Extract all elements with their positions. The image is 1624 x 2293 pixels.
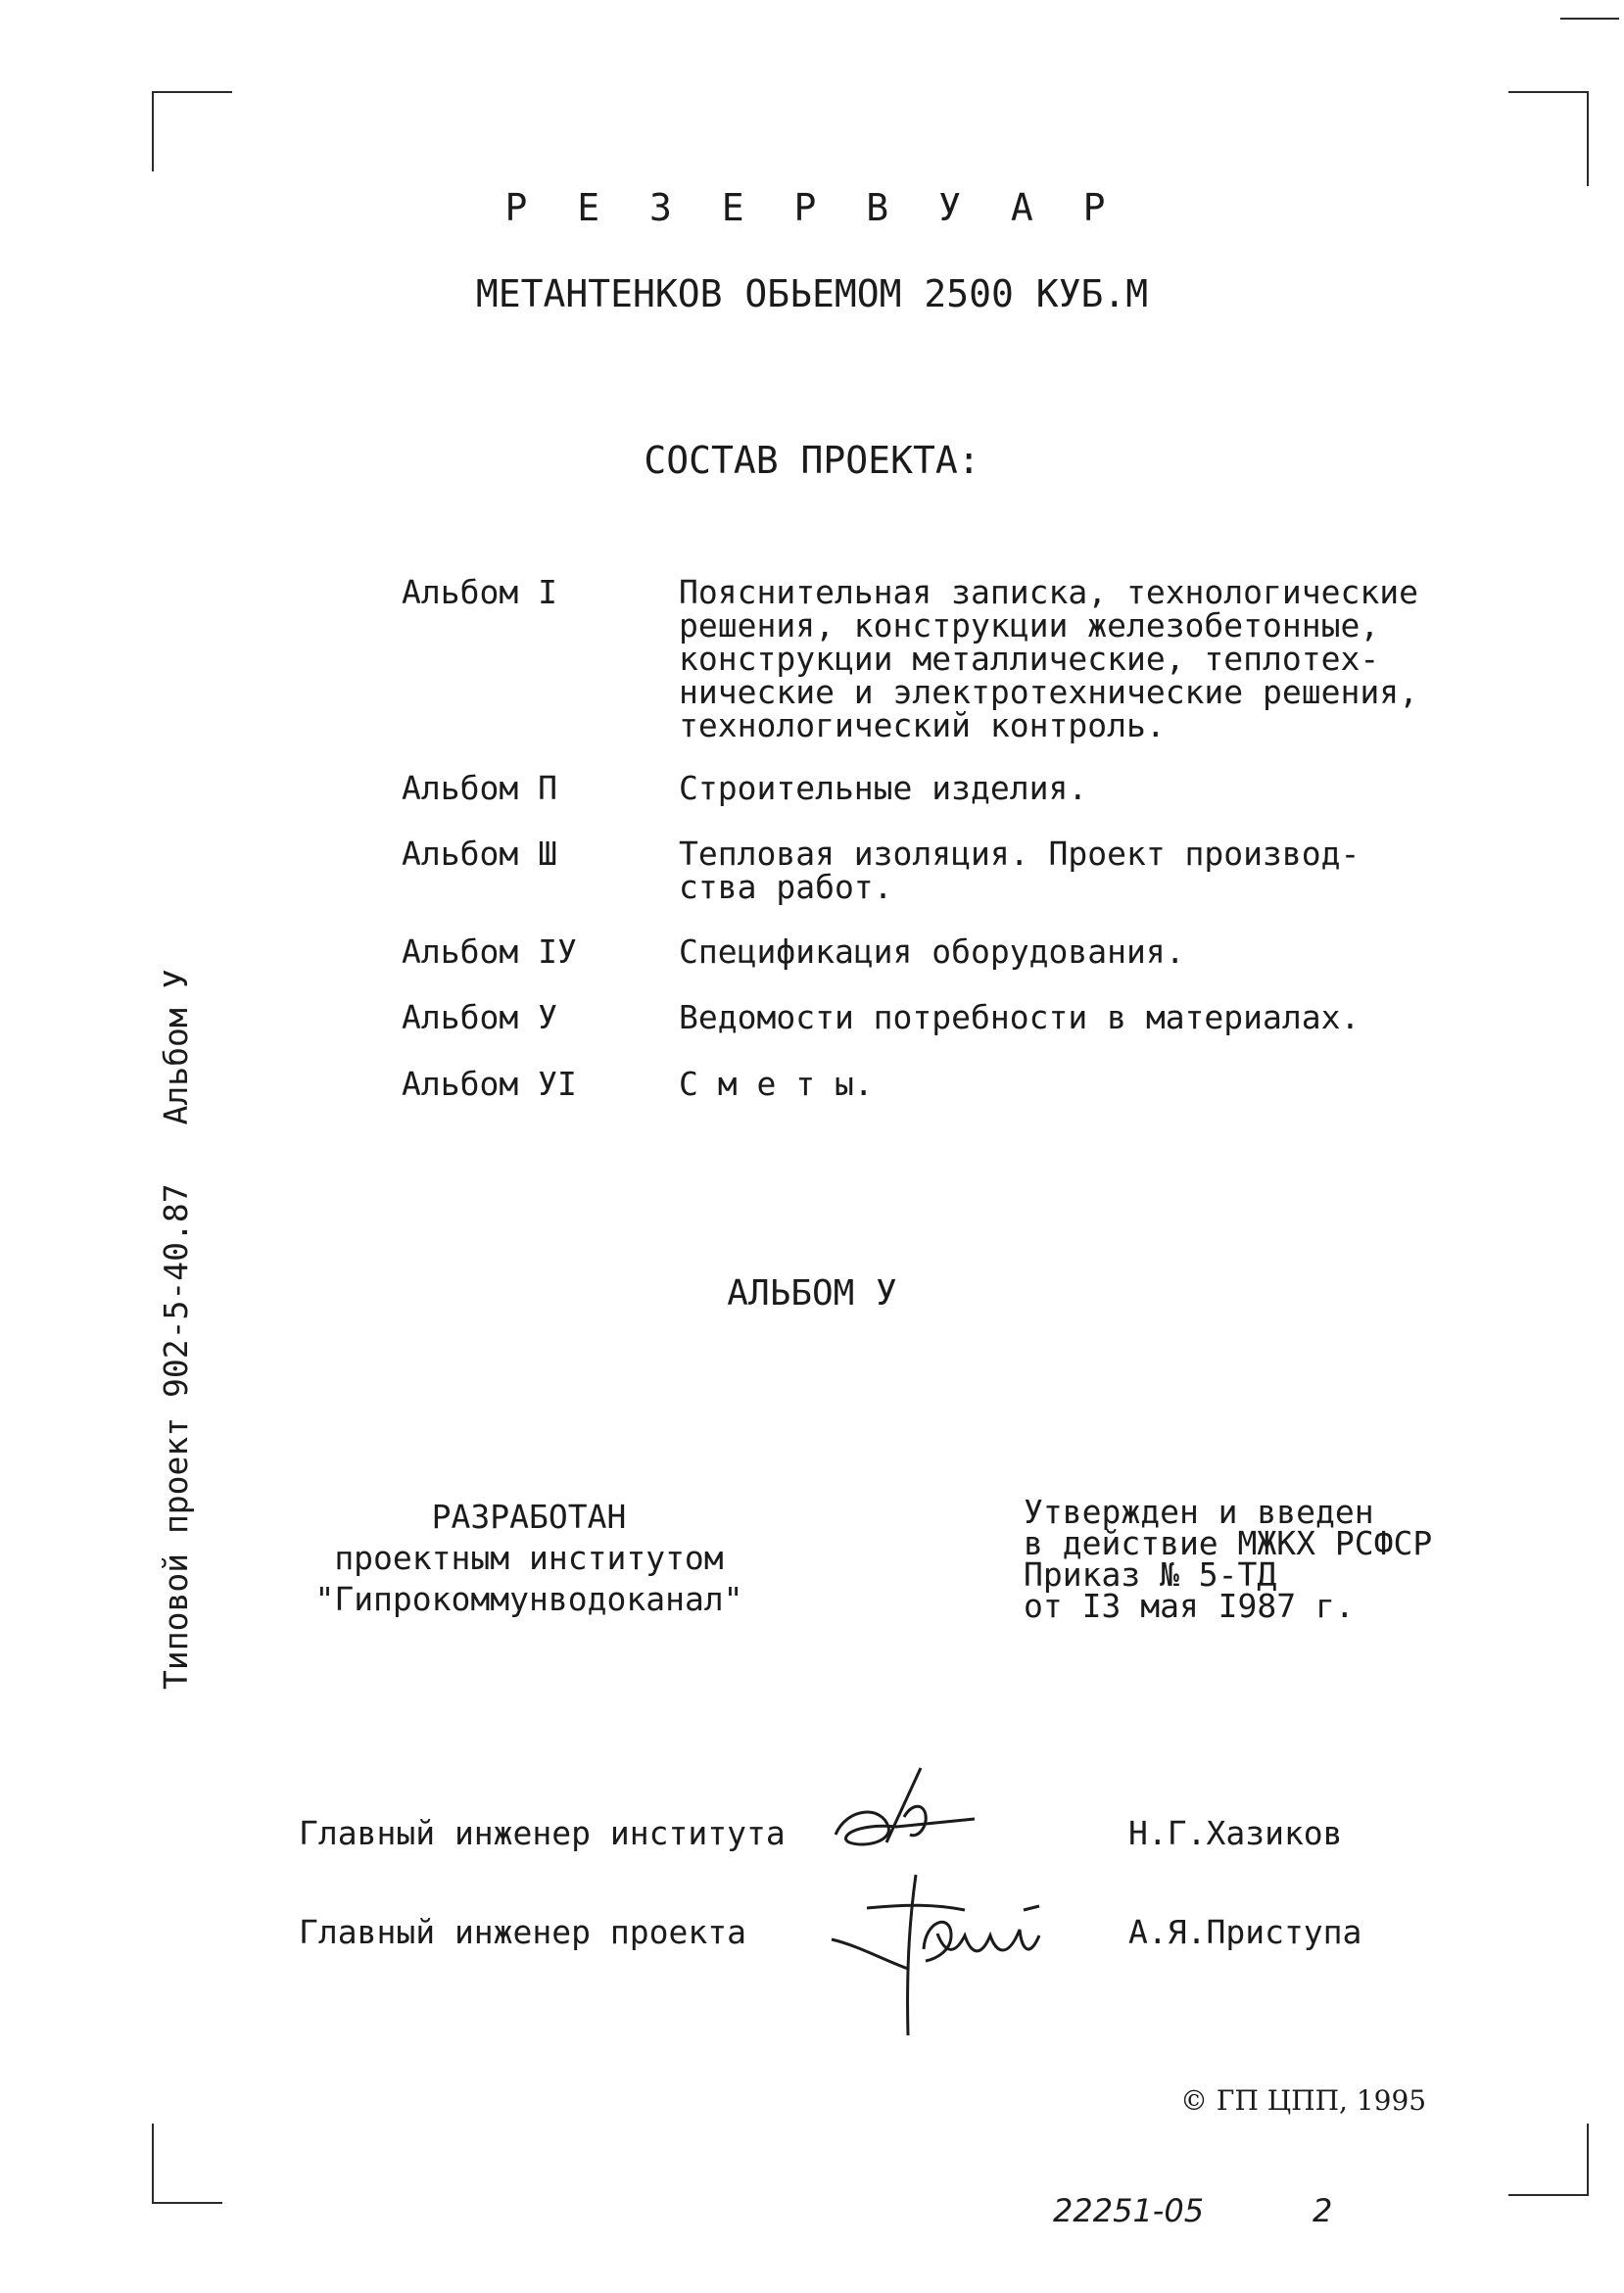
album-label: Альбом I [402, 573, 557, 611]
album-description-line: Тепловая изоляция. Проект производ- [679, 835, 1361, 873]
corner-mark-bottom-left [152, 2124, 222, 2204]
side-album: Альбом У [157, 969, 195, 1125]
album-description-line: Пояснительная записка, технологические [679, 573, 1418, 611]
approval-line: от I3 мая I987 г. [1024, 1587, 1355, 1625]
album-description [679, 932, 1462, 971]
album-description-line: Спецификация оборудования. [679, 932, 1185, 971]
approval-line: Приказ № 5-ТД [1024, 1555, 1277, 1594]
developed-by-line: проектным институтом [334, 1539, 724, 1577]
corner-mark-top-left [152, 91, 232, 171]
signature-role: Главный инженер института [299, 1814, 786, 1852]
signature-image-chief-engineer-project [828, 1871, 1073, 2042]
side-project-number: Типовой проект 902-5-40.87 [157, 1183, 195, 1690]
developed-by-line: "Гипрокоммунводоканал" [314, 1580, 743, 1618]
album-description-line: технологический контроль. [679, 706, 1166, 744]
corner-mark-top-right [1508, 91, 1589, 186]
approval-block [1024, 1493, 1494, 1625]
corner-mark-bottom-right [1508, 2124, 1589, 2196]
album-description-line: ства работ. [679, 868, 893, 906]
page-number: 2 [1313, 2192, 1333, 2229]
album-description [679, 998, 1462, 1036]
developed-by-block [294, 1497, 764, 1620]
album-description [679, 769, 1462, 807]
approval-line: в действие МЖКХ РСФСР [1024, 1524, 1433, 1562]
album-title: АЛЬБОМ У [727, 1273, 897, 1314]
album-label: Альбом Ш [402, 835, 557, 873]
album-label: Альбом IУ [402, 932, 577, 971]
signature-name: Н.Г.Хазиков [1128, 1814, 1343, 1852]
signature-name: А.Я.Приступа [1128, 1913, 1362, 1951]
document-title: Р Е З Е Р В У А Р [504, 186, 1120, 229]
approval-line: Утвержден и введен [1024, 1493, 1374, 1531]
composition-heading: СОСТАВ ПРОЕКТА: [644, 439, 980, 482]
album-description [679, 573, 1462, 744]
signature-role: Главный инженер проекта [299, 1913, 746, 1951]
copyright-stamp: © ГП ЦПП, 1995 [1180, 2084, 1427, 2117]
album-description [679, 837, 1462, 904]
album-label: Альбом У [402, 998, 557, 1036]
side-caption [157, 969, 195, 1690]
document-number: 22251-05 [1053, 2192, 1205, 2229]
developed-by-line: РАЗРАБОТАН [431, 1498, 627, 1536]
album-label: Альбом УI [402, 1065, 577, 1103]
document-subtitle: МЕТАНТЕНКОВ ОБЬЕМОМ 2500 КУБ.М [475, 272, 1149, 315]
album-description-line: Ведомости потребности в материалах. [679, 998, 1361, 1036]
signature-image-chief-engineer-institute [828, 1758, 984, 1866]
album-description-line: нические и электротехнические решения, [679, 673, 1418, 711]
album-description-line: С м е т ы. [679, 1065, 874, 1103]
album-label: Альбом П [402, 769, 557, 807]
album-description-line: конструкции металлические, теплотех- [679, 640, 1380, 678]
top-rule [1560, 18, 1619, 20]
album-description [679, 1065, 1462, 1103]
album-description-line: решения, конструкции железобетонные, [679, 606, 1380, 645]
album-description-line: Строительные изделия. [679, 769, 1088, 807]
